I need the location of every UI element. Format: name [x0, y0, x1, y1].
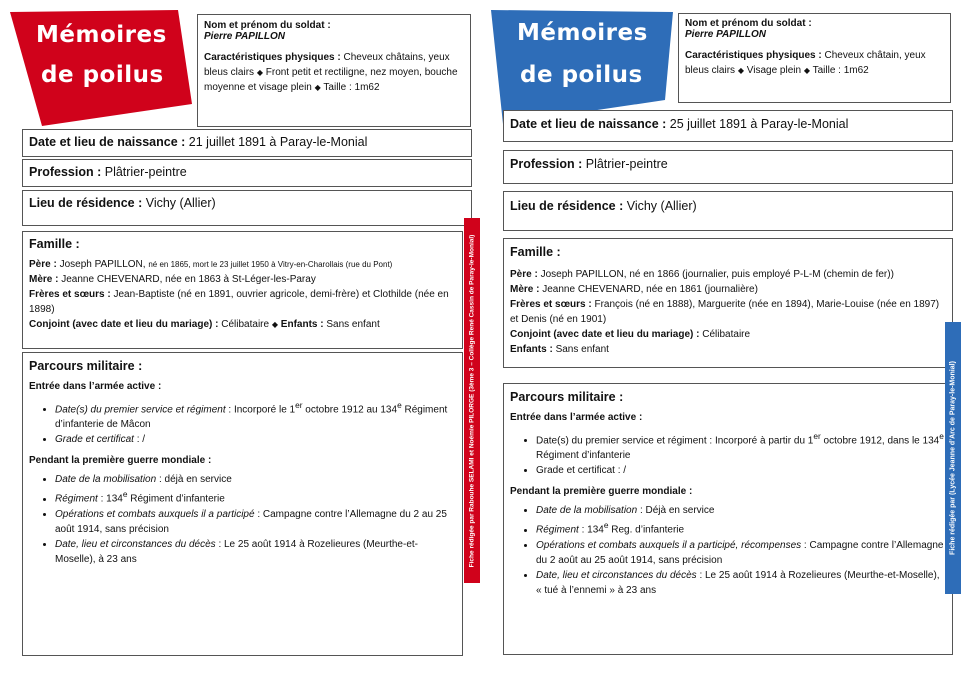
- right-profession-value: Plâtrier-peintre: [585, 157, 668, 171]
- right-spouse: [510, 327, 946, 342]
- right-regiment: [536, 518, 946, 537]
- left-death-value: : Le 25 août 1914 à Rozelieures (Meurthe-et-Moselle), à 23 ans: [55, 538, 418, 565]
- left-grade: [55, 432, 456, 447]
- right-profession-label: Profession :: [510, 157, 583, 171]
- black-diamond-icon: ◆: [256, 68, 263, 77]
- right-author-tab: [945, 322, 961, 594]
- left-ww1-heading: Pendant la première guerre mondiale :: [29, 455, 212, 467]
- right-siblings-label: Frères et sœurs :: [510, 299, 592, 310]
- right-first-service-a: : Incorporé à partir du 1: [709, 435, 814, 447]
- left-logo-line2: de poilus: [41, 62, 164, 88]
- right-profession-box: [503, 150, 953, 184]
- right-physical-1: Cheveux châtain, yeux bleus clairs: [685, 50, 926, 76]
- right-first-service: [536, 429, 946, 463]
- right-active-army-list: [510, 429, 946, 478]
- left-residence-box: [22, 190, 472, 226]
- right-children-label: Enfants :: [510, 344, 553, 355]
- left-residence-value: Vichy (Allier): [145, 196, 216, 210]
- right-physical-2: Visage plein: [746, 65, 802, 76]
- black-diamond-icon: ◆: [314, 83, 321, 92]
- right-birth-label: Date et lieu de naissance :: [510, 117, 667, 131]
- left-regiment: [55, 487, 456, 506]
- black-diamond-icon: ◆: [803, 66, 810, 75]
- left-regiment-label: Régiment: [55, 493, 98, 505]
- left-father: [29, 257, 456, 272]
- right-residence-value: Vichy (Allier): [626, 199, 697, 213]
- left-first-service-b: octobre 1912 au 134: [302, 404, 398, 416]
- black-diamond-icon: ◆: [737, 66, 744, 75]
- right-siblings: [510, 297, 946, 327]
- left-logo: [8, 8, 193, 128]
- left-operations: [55, 507, 456, 537]
- right-physical: [685, 48, 944, 78]
- left-first-service-sup2: e: [397, 400, 402, 410]
- right-ww1-list: [510, 503, 946, 597]
- right-death-label: Date, lieu et circonstances du décès: [536, 569, 697, 581]
- left-soldier-heading: Nom et prénom du soldat :: [204, 20, 331, 31]
- left-regiment-a: : 134: [100, 493, 123, 505]
- right-grade-label: Grade et certificat: [536, 465, 615, 477]
- left-logo-line1: Mémoires: [36, 22, 167, 48]
- left-active-army-list: [29, 398, 456, 447]
- left-birth-box: [22, 129, 472, 157]
- right-author-text: Fiche rédigée par (Lycée Jeanne d’Arc de Paray-le-Monial): [949, 361, 957, 555]
- right-family-title: Famille :: [510, 245, 561, 259]
- left-children-label: Enfants :: [280, 319, 324, 330]
- left-family-title: Famille :: [29, 237, 80, 251]
- right-mother-label: Mère :: [510, 284, 540, 295]
- left-first-service-sup: er: [295, 400, 303, 410]
- right-children-value: Sans enfant: [555, 344, 609, 355]
- right-soldier-heading: Nom et prénom du soldat :: [685, 18, 812, 29]
- right-regiment-label: Régiment: [536, 524, 579, 536]
- left-military-box: [22, 352, 463, 656]
- left-death: [55, 537, 456, 567]
- right-ww1-heading: Pendant la première guerre mondiale :: [510, 486, 693, 498]
- right-father: [510, 267, 946, 282]
- right-active-army-heading: Entrée dans l’armée active :: [510, 412, 643, 423]
- left-mother: [29, 272, 456, 287]
- left-mobilisation-value: : déjà en service: [158, 474, 232, 486]
- right-grade: [536, 463, 946, 478]
- left-mother-value: Jeanne CHEVENARD, née en 1863 à St-Léger-les-Paray: [61, 274, 316, 285]
- right-spouse-value: Célibataire: [702, 329, 751, 340]
- left-mobilisation: [55, 472, 456, 487]
- left-military-content: [29, 379, 456, 567]
- black-diamond-icon: ◆: [271, 320, 279, 329]
- left-first-service: [55, 398, 456, 432]
- left-profession-box: [22, 159, 472, 187]
- right-first-service-c: Régiment d’infanterie: [536, 450, 631, 462]
- left-physical-label: Caractéristiques physiques :: [204, 52, 341, 63]
- right-physical-label: Caractéristiques physiques :: [685, 50, 822, 61]
- right-mobilisation-label: Date de la mobilisation: [536, 505, 638, 517]
- right-children: [510, 342, 946, 357]
- right-physical-3: Taille : 1m62: [812, 65, 869, 76]
- right-first-service-label: Date(s) du premier service et régiment: [536, 435, 707, 447]
- right-logo-line1: Mémoires: [517, 20, 648, 46]
- right-siblings-value: François (né en 1888), Marguerite (née en 1894), Marie-Louise (née en 1897) et Denis (né en 1901): [510, 299, 940, 325]
- left-profession-label: Profession :: [29, 165, 102, 179]
- right-regiment-a: : 134: [581, 524, 604, 536]
- left-ww1-list: [29, 472, 456, 566]
- left-mobilisation-label: Date de la mobilisation: [55, 474, 157, 486]
- right-military-box: [503, 383, 953, 655]
- right-military-title: Parcours militaire :: [510, 390, 624, 404]
- right-residence-box: [503, 191, 953, 231]
- left-residence-label: Lieu de résidence :: [29, 196, 143, 210]
- left-operations-label: Opérations et combats auxquels il a participé: [55, 508, 255, 520]
- right-soldier-name: Pierre PAPILLON: [685, 29, 766, 40]
- right-father-value: Joseph PAPILLON, né en 1866 (journalier, puis employé P-L-M (chemin de fer)): [540, 269, 894, 280]
- left-first-service-a: : Incorporé le 1: [228, 404, 296, 416]
- left-active-army-heading: Entrée dans l’armée active :: [29, 381, 162, 392]
- left-children-value: Sans enfant: [326, 319, 380, 330]
- right-regiment-b: Reg. d’infanterie: [608, 524, 685, 536]
- left-spouse-children: [29, 317, 456, 332]
- left-author-text: Fiche rédigée par Rabouhe SELAMI et Noémie PILORGE (3ème 3 – Collège René Cassin de Paray-le-Monial): [468, 234, 476, 567]
- right-regiment-sup: e: [603, 520, 609, 531]
- right-mother: [510, 282, 946, 297]
- left-death-label: Date, lieu et circonstances du décès: [55, 538, 216, 550]
- right-birth-box: [503, 110, 953, 142]
- left-family-box: [22, 231, 463, 349]
- left-birth-label: Date et lieu de naissance :: [29, 135, 186, 149]
- left-birth-value: 21 juillet 1891 à Paray-le-Monial: [188, 135, 368, 149]
- right-mother-value: Jeanne CHEVENARD, née en 1861 (journalière): [542, 284, 758, 295]
- left-physical-1: Cheveux châtains, yeux bleus clairs: [204, 52, 450, 78]
- right-operations: [536, 538, 946, 568]
- left-spouse-value: Célibataire: [221, 319, 270, 330]
- right-mobilisation: [536, 503, 946, 518]
- right-operations-label: Opérations et combats auxquels il a participé, récompenses: [536, 539, 802, 551]
- left-father-name: Joseph PAPILLON,: [59, 259, 146, 270]
- left-profession-value: Plâtrier-peintre: [104, 165, 187, 179]
- right-death: [536, 568, 946, 598]
- right-father-label: Père :: [510, 269, 538, 280]
- left-physical-2: Front petit et rectiligne, nez moyen, bouche moyenne et visage plein: [204, 67, 458, 93]
- left-soldier-box: [197, 14, 471, 127]
- right-first-service-sup: er: [813, 431, 821, 441]
- left-regiment-sup: e: [122, 489, 128, 500]
- right-spouse-label: Conjoint (avec date et lieu du mariage) :: [510, 329, 700, 340]
- right-military-content: [510, 410, 946, 598]
- right-first-service-b: octobre 1912, dans le 134: [820, 435, 940, 447]
- right-logo-line2: de poilus: [520, 62, 643, 88]
- left-father-info: né en 1865, mort le 23 juillet 1950 à Vitry-en-Charollais (rue du Pont): [148, 260, 393, 269]
- left-mother-label: Mère :: [29, 274, 59, 285]
- left-siblings-label: Frères et sœurs :: [29, 289, 111, 300]
- left-siblings-value: Jean-Baptiste (né en 1891, ouvrier agricole, demi-frère) et Clothilde (née en 1898): [29, 289, 449, 315]
- left-grade-value: : /: [136, 434, 146, 446]
- left-father-label: Père :: [29, 259, 57, 270]
- left-spouse-label: Conjoint (avec date et lieu du mariage) :: [29, 319, 219, 330]
- left-first-service-c: Régiment d’infanterie de Mâcon: [55, 404, 448, 431]
- left-first-service-label: Date(s) du premier service et régiment: [55, 404, 226, 416]
- right-operations-value: : Campagne contre l’Allemagne du 2 août au 25 août 1914, sans précision: [536, 539, 944, 566]
- left-regiment-b: Régiment d’infanterie: [127, 493, 225, 505]
- right-birth-value: 25 juillet 1891 à Paray-le-Monial: [669, 117, 849, 131]
- left-physical: [204, 50, 464, 95]
- left-siblings: [29, 287, 456, 317]
- right-residence-label: Lieu de résidence :: [510, 199, 624, 213]
- right-soldier-box: [678, 13, 951, 103]
- right-mobilisation-value: : Déjà en service: [639, 505, 715, 517]
- left-author-tab: [464, 218, 480, 583]
- left-grade-label: Grade et certificat: [55, 434, 134, 446]
- right-first-service-sup2: e: [939, 431, 944, 441]
- right-grade-value: : /: [617, 465, 627, 477]
- left-soldier-name: Pierre PAPILLON: [204, 31, 285, 42]
- left-physical-3: Taille : 1m62: [323, 82, 380, 93]
- left-operations-value: : Campagne contre l’Allemagne du 2 au 25 août 1914, sans précision: [55, 508, 447, 535]
- right-family-box: [503, 238, 953, 368]
- left-military-title: Parcours militaire :: [29, 359, 143, 373]
- right-death-value: : Le 25 août 1914 à Rozelieures (Meurthe-et-Moselle), « tué à l’ennemi » à 23 ans: [536, 569, 940, 596]
